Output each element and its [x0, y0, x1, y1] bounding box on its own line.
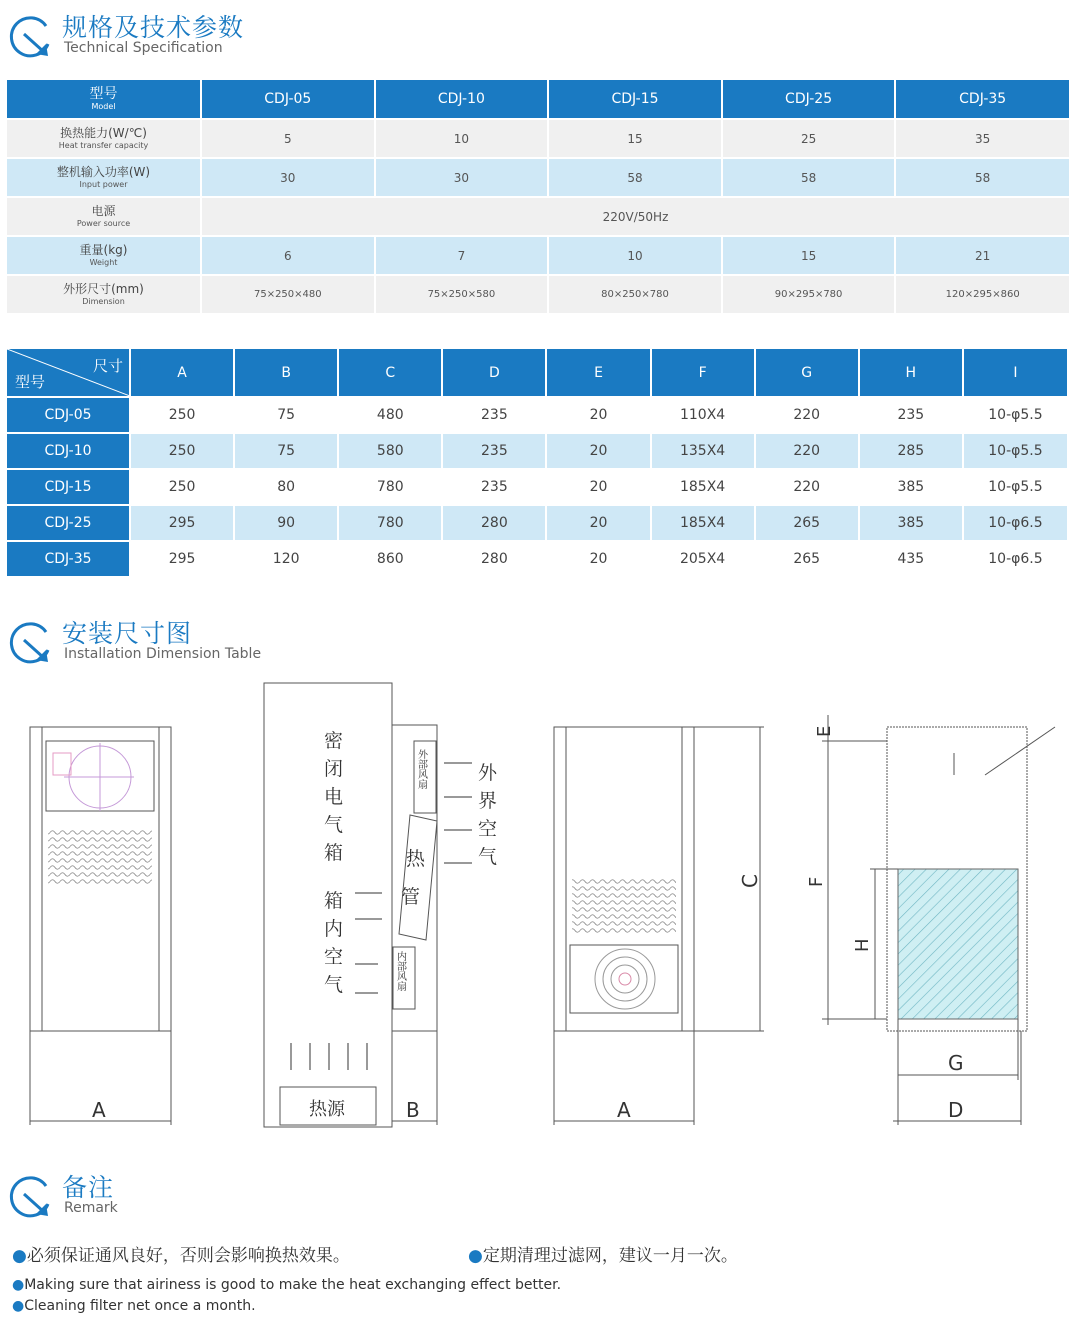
- table-cell: 280: [442, 505, 546, 541]
- heat-source-label: 热源: [309, 1099, 345, 1120]
- table-cell: 235: [442, 397, 546, 433]
- enclosure-char: 气: [324, 814, 344, 836]
- table-cell: 250: [130, 469, 234, 505]
- section-title-cn: 安装尺寸图: [62, 619, 193, 648]
- heat-pipe-char: 热: [406, 848, 426, 870]
- dim-header-cell: E: [546, 349, 650, 397]
- table-cell: 20: [546, 505, 650, 541]
- table-cell: 5: [201, 119, 375, 158]
- table-cell-merged: 220V/50Hz: [201, 197, 1069, 236]
- table-cell: 235: [442, 469, 546, 505]
- table-cell: 205X4: [651, 541, 755, 576]
- spec-header-cell: CDJ-10: [375, 80, 549, 119]
- dim-corner-cell: [7, 349, 130, 397]
- spec-header-cell: CDJ-15: [548, 80, 722, 119]
- inner-air-char: 内: [324, 918, 344, 940]
- dim-label-h: H: [852, 938, 873, 952]
- dim-label-d: D: [948, 1098, 964, 1122]
- table-cell: 295: [130, 505, 234, 541]
- outer-fan-label: 外部风扇: [415, 749, 427, 789]
- outer-air-char: 气: [478, 846, 498, 868]
- dim-label-g: G: [948, 1051, 964, 1075]
- section-title-en: Remark: [64, 1200, 118, 1216]
- enclosure-char: 密: [324, 730, 344, 752]
- dim-header-cell: G: [755, 349, 859, 397]
- side-section-drawing: [264, 683, 472, 1127]
- row-label: 重量(kg) Weight: [7, 236, 201, 275]
- table-cell: 385: [859, 469, 963, 505]
- enclosure-char: 电: [324, 786, 344, 808]
- table-cell: 80×250×780: [548, 275, 722, 313]
- table-cell: 20: [546, 433, 650, 469]
- outer-air-char: 外: [478, 762, 498, 784]
- dim-header-cell: D: [442, 349, 546, 397]
- row-model: CDJ-35: [7, 541, 130, 576]
- row-model: CDJ-10: [7, 433, 130, 469]
- enclosure-char: 箱: [324, 842, 344, 864]
- table-cell: 75×250×480: [201, 275, 375, 313]
- table-cell: 15: [722, 236, 896, 275]
- table-cell: 10-φ6.5: [963, 505, 1067, 541]
- table-row: [7, 397, 1067, 433]
- dim-label-c: C: [738, 874, 762, 888]
- table-cell: 75×250×580: [375, 275, 549, 313]
- table-cell: 235: [859, 397, 963, 433]
- row-model: CDJ-05: [7, 397, 130, 433]
- table-cell: 10-φ5.5: [963, 397, 1067, 433]
- arrow-circle-icon: [8, 620, 54, 666]
- table-cell: 30: [375, 158, 549, 197]
- table-cell: 90: [234, 505, 338, 541]
- table-row: [7, 275, 1069, 313]
- table-cell: 10-φ5.5: [963, 469, 1067, 505]
- installation-drawings: [0, 675, 1077, 1135]
- corner-bottom-label: 型号: [15, 373, 46, 391]
- table-cell: 250: [130, 433, 234, 469]
- dim-header-cell: F: [651, 349, 755, 397]
- spec-header-row: [7, 80, 1069, 119]
- row-model: CDJ-15: [7, 469, 130, 505]
- table-cell: 10: [548, 236, 722, 275]
- table-cell: 265: [755, 541, 859, 576]
- table-cell: 120×295×860: [895, 275, 1069, 313]
- outer-air-char: 界: [478, 790, 498, 812]
- arrow-circle-icon: [8, 14, 54, 60]
- cutout-view-drawing: [822, 715, 1055, 1125]
- dim-header-cell: H: [859, 349, 963, 397]
- inner-air-char: 空: [324, 946, 344, 968]
- table-cell: 90×295×780: [722, 275, 896, 313]
- table-cell: 580: [338, 433, 442, 469]
- table-cell: 75: [234, 397, 338, 433]
- table-cell: 58: [722, 158, 896, 197]
- table-row: [7, 119, 1069, 158]
- table-cell: 220: [755, 397, 859, 433]
- table-cell: 860: [338, 541, 442, 576]
- table-cell: 250: [130, 397, 234, 433]
- table-cell: 25: [722, 119, 896, 158]
- spec-table: [7, 80, 1069, 313]
- table-cell: 780: [338, 469, 442, 505]
- bullet-icon: ●: [12, 1298, 25, 1314]
- dim-label-a2: A: [617, 1098, 631, 1122]
- table-cell: 30: [201, 158, 375, 197]
- dim-header-cell: C: [338, 349, 442, 397]
- table-cell: 480: [338, 397, 442, 433]
- table-cell: 75: [234, 433, 338, 469]
- inner-air-char: 气: [324, 974, 344, 996]
- dim-header-row: [7, 349, 1067, 397]
- table-cell: 20: [546, 469, 650, 505]
- table-cell: 21: [895, 236, 1069, 275]
- dim-label-f: F: [806, 876, 827, 887]
- spec-header-cell: CDJ-05: [201, 80, 375, 119]
- bullet-icon: ●: [12, 1246, 27, 1266]
- table-cell: 220: [755, 433, 859, 469]
- table-cell: 220: [755, 469, 859, 505]
- dim-label-a1: A: [92, 1098, 106, 1122]
- table-cell: 185X4: [651, 505, 755, 541]
- spec-header-model: 型号 Model: [7, 80, 201, 119]
- table-cell: 15: [548, 119, 722, 158]
- table-cell: 780: [338, 505, 442, 541]
- table-cell: 135X4: [651, 433, 755, 469]
- row-label: 电源 Power source: [7, 197, 201, 236]
- table-cell: 20: [546, 541, 650, 576]
- table-cell: 10-φ6.5: [963, 541, 1067, 576]
- dim-header-cell: I: [963, 349, 1067, 397]
- rear-view-drawing: [554, 727, 764, 1125]
- table-cell: 120: [234, 541, 338, 576]
- row-model: CDJ-25: [7, 505, 130, 541]
- table-cell: 265: [755, 505, 859, 541]
- dim-header-cell: A: [130, 349, 234, 397]
- outer-air-char: 空: [478, 818, 498, 840]
- section-title-en: Installation Dimension Table: [64, 646, 262, 662]
- inner-air-char: 箱: [324, 890, 344, 912]
- inner-fan-label: 内部风扇: [394, 951, 406, 991]
- table-cell: 10-φ5.5: [963, 433, 1067, 469]
- section-title-cn: 备注: [62, 1173, 115, 1202]
- table-cell: 20: [546, 397, 650, 433]
- table-cell: 58: [548, 158, 722, 197]
- dim-header-cell: B: [234, 349, 338, 397]
- remark-en-2: ●Cleaning filter net once a month.: [12, 1298, 256, 1314]
- table-row: [7, 158, 1069, 197]
- table-row: [7, 236, 1069, 275]
- spec-header-cell: CDJ-35: [895, 80, 1069, 119]
- bullet-icon: ●: [12, 1277, 25, 1293]
- table-cell: 435: [859, 541, 963, 576]
- table-cell: 385: [859, 505, 963, 541]
- table-row: [7, 197, 1069, 236]
- bullet-icon: ●: [468, 1246, 483, 1266]
- dim-label-e: E: [814, 725, 835, 737]
- section-title-cn: 规格及技术参数: [62, 13, 245, 42]
- table-cell: 285: [859, 433, 963, 469]
- table-row: [7, 469, 1067, 505]
- table-cell: 295: [130, 541, 234, 576]
- row-label: 外形尺寸(mm) Dimension: [7, 275, 201, 313]
- heat-pipe-char: 管: [401, 886, 421, 908]
- dim-label-b: B: [406, 1098, 420, 1122]
- table-cell: 235: [442, 433, 546, 469]
- table-cell: 185X4: [651, 469, 755, 505]
- table-row: [7, 541, 1067, 576]
- table-row: [7, 433, 1067, 469]
- front-view-drawing: [30, 727, 171, 1125]
- dimension-table: [7, 349, 1067, 576]
- table-cell: 110X4: [651, 397, 755, 433]
- remark-cn-2: ●定期清理过滤网，建议一月一次。: [468, 1246, 738, 1266]
- table-cell: 280: [442, 541, 546, 576]
- table-cell: 10: [375, 119, 549, 158]
- spec-header-cell: CDJ-25: [722, 80, 896, 119]
- corner-top-label: 尺寸: [92, 357, 123, 375]
- remark-cn-1: ●必须保证通风良好，否则会影响换热效果。: [12, 1246, 350, 1266]
- table-cell: 35: [895, 119, 1069, 158]
- table-cell: 58: [895, 158, 1069, 197]
- table-row: [7, 505, 1067, 541]
- table-cell: 7: [375, 236, 549, 275]
- remark-en-1: ●Making sure that airiness is good to make the heat exchanging effect better.: [12, 1277, 562, 1293]
- row-label: 换热能力(W/℃) Heat transfer capacity: [7, 119, 201, 158]
- arrow-circle-icon: [8, 1174, 54, 1220]
- enclosure-char: 闭: [324, 758, 344, 780]
- table-cell: 6: [201, 236, 375, 275]
- row-label: 整机输入功率(W) Input power: [7, 158, 201, 197]
- section-title-en: Technical Specification: [64, 40, 223, 56]
- table-cell: 80: [234, 469, 338, 505]
